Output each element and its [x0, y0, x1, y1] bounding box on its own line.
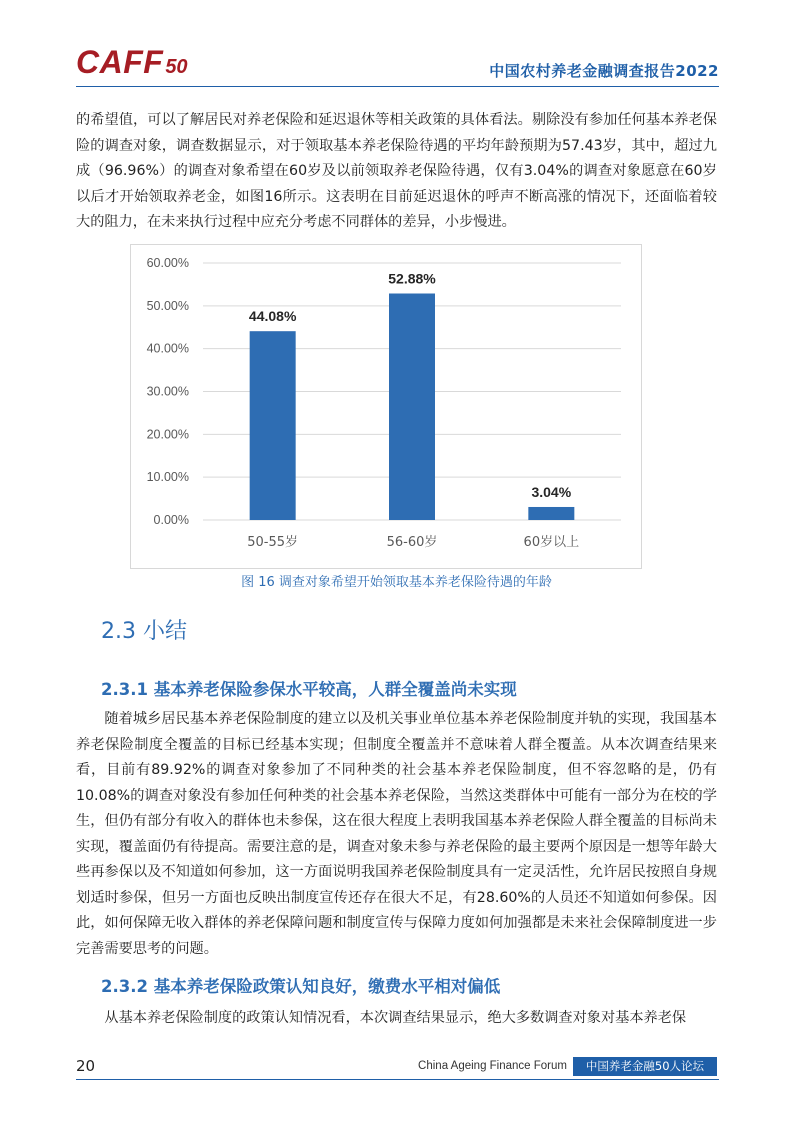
subsection-2-3-1-paragraph: 随着城乡居民基本养老保险制度的建立以及机关事业单位基本养老保险制度并轨的实现，我国基本养老保险制度全覆盖的目标已经基本实现；但制度全覆盖并不意味着人群全覆盖。从本次调查结果来看，目前有89.92%的调查对象参加了不同种类的社会基本养老保险制度，但不容忽略的是，仍有10.08%的调查对象没有参加任何种类的社会基本养老保险，当然这类群体中可能有一部分为在校的学生，但仍有部分有收入的群体也未参保，这在很大程度上表明我国基本养老保险人群全覆盖的目标尚未实现，覆盖面仍有待提高。需要注意的是，调查对象未参与养老保险的最主要两个原因是一想等年龄大些再参保以及不知道如何参加，这一方面说明我国养老保险制度具有一定灵活性，允许居民按照自身规划适时参保，但另一方面也反映出制度宣传还存在很大不足，有28.60%的人员还不知道如何参保。因此，如何保障无收入群体的养老保障问题和制度宣传与保障力度如何加强都是未来社会保障制度进一步完善需要思考的问题。 — [76, 711, 717, 957]
y-tick-label: 0.00% — [153, 513, 189, 527]
y-tick-label: 50.00% — [146, 298, 189, 313]
caff50-logo: CAFF 50 — [76, 44, 188, 80]
header-divider — [76, 86, 719, 87]
bar-chart-svg — [131, 245, 641, 568]
y-tick-label: 10.00% — [146, 470, 189, 485]
y-tick-label: 60.00% — [146, 256, 189, 270]
footer-divider — [76, 1079, 719, 1080]
forum-name-english: China Ageing Finance Forum — [418, 1060, 567, 1072]
x-tick-label: 50-55岁 — [247, 535, 299, 550]
y-tick-label: 30.00% — [146, 384, 189, 399]
intro-paragraph: 的希望值，可以了解居民对养老保险和延迟退休等相关政策的具体看法。剔除没有参加任何基本养老保险的调查对象，调查数据显示，对于领取基本养老保险待遇的平均年龄预期为57.43岁，其中，超过九成（96.96%）的调查对象希望在60岁及以前领取养老保险待遇，仅有3.04%的调查对象愿意在60岁以后才开始领取养老金，如图16所示。这表明在目前延迟退休的呼声不断高涨的情况下，还面临着较大的阻力，在未来执行过程中应充分考虑不同群体的差异，小步慢进。 — [76, 112, 717, 230]
y-tick-label: 40.00% — [146, 341, 189, 356]
bar — [389, 293, 435, 520]
y-tick-label: 20.00% — [146, 427, 189, 442]
report-title: 中国农村养老金融调查报告2022 — [489, 62, 719, 80]
subsection-heading-2-3-1: 2.3.1 基本养老保险参保水平较高，人群全覆盖尚未实现 — [101, 680, 517, 699]
figure-caption: 图 16 调查对象希望开始领取基本养老保险待遇的年龄 — [241, 575, 552, 590]
bar — [250, 331, 296, 520]
bar — [528, 507, 574, 520]
forum-name-badge: 中国养老金融50人论坛 — [573, 1057, 717, 1076]
page-number: 20 — [76, 1057, 96, 1075]
subsection-2-3-2-paragraph: 从基本养老保险制度的政策认知情况看，本次调查结果显示，绝大多数调查对象对基本养老保 — [104, 1010, 687, 1026]
x-tick-label: 60岁以上 — [523, 535, 580, 550]
data-label: 3.04% — [531, 483, 572, 500]
data-label: 44.08% — [248, 308, 297, 325]
figure-16-chart — [130, 244, 642, 569]
section-heading: 2.3 小结 — [101, 619, 187, 644]
data-label: 52.88% — [388, 270, 436, 287]
subsection-heading-2-3-2: 2.3.2 基本养老保险政策认知良好，缴费水平相对偏低 — [101, 977, 501, 996]
x-tick-label: 56-60岁 — [386, 535, 438, 550]
